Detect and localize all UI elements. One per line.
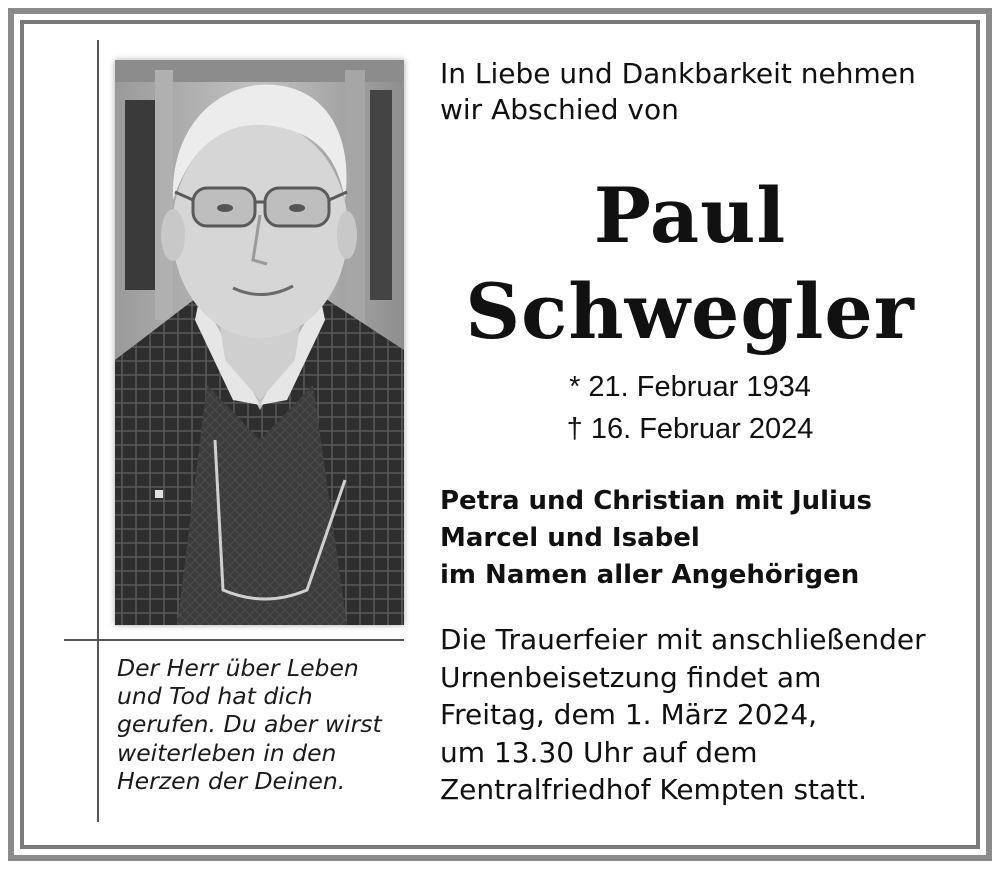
vertical-rule <box>97 40 99 822</box>
funeral-details <box>440 621 926 809</box>
deceased-name <box>440 168 940 360</box>
quote-text <box>117 654 417 795</box>
quote-line: gerufen. Du aber wirst <box>117 710 382 739</box>
funeral-line: Zentralfriedhof Kempten statt. <box>440 773 868 806</box>
quote-line: und Tod hat dich <box>117 682 313 711</box>
intro-line: In Liebe und Dankbarkeit nehmen <box>440 57 916 90</box>
portrait-illustration <box>115 60 404 625</box>
quote-line: Herzen der Deinen. <box>117 766 346 795</box>
portrait-photo <box>115 60 404 625</box>
funeral-line: um 13.30 Uhr auf dem <box>440 735 758 769</box>
mourner-line: im Namen aller Angehörigen <box>440 560 860 590</box>
birth-date: * 21. Februar 1934 <box>569 371 811 403</box>
mourners-list <box>440 483 872 594</box>
horizontal-rule <box>64 639 404 641</box>
funeral-line: Urnenbeisetzung findet am <box>440 660 822 694</box>
intro-text <box>440 56 916 128</box>
mourner-line: Petra und Christian mit Julius <box>440 486 872 516</box>
mourner-line: Marcel und Isabel <box>440 523 700 553</box>
last-name: Schwegler <box>465 267 915 356</box>
quote-line: weiterleben in den <box>117 738 337 767</box>
first-name: Paul <box>593 171 787 260</box>
life-dates <box>440 366 940 450</box>
intro-line: wir Abschied von <box>440 93 679 126</box>
death-date: † 16. Februar 2024 <box>566 413 814 445</box>
funeral-line: Freitag, dem 1. März 2024, <box>440 698 818 731</box>
quote-line: Der Herr über Leben <box>117 654 359 682</box>
funeral-line: Die Trauerfeier mit anschließender <box>440 623 926 656</box>
